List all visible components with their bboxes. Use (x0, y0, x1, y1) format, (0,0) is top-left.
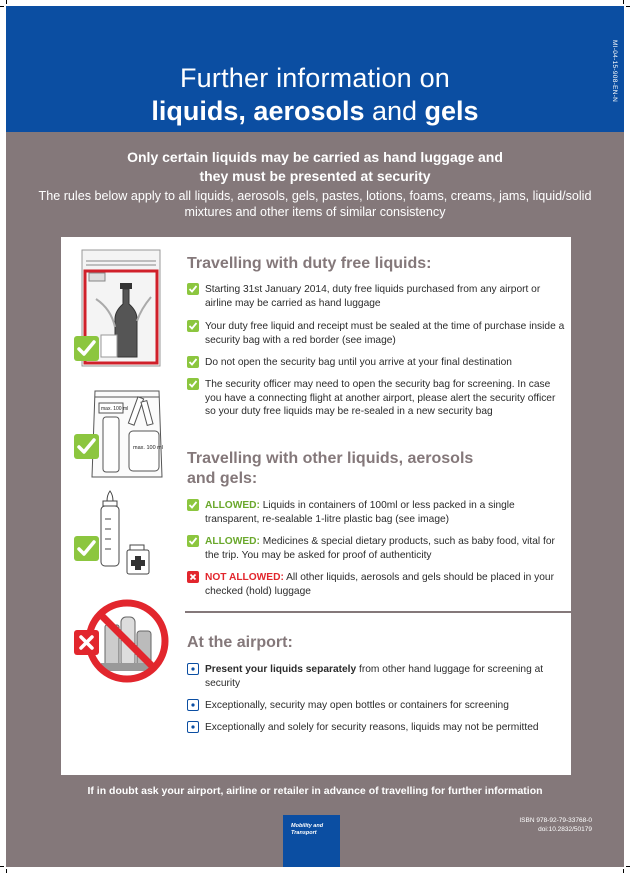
doi-number: doi:10.2832/50179 (538, 826, 592, 833)
cross-icon (74, 630, 99, 655)
intro-heading-line-2: they must be presented at security (199, 168, 431, 184)
list-item (187, 378, 567, 419)
intro-heading (6, 148, 624, 186)
section-divider (185, 611, 571, 613)
intro-heading-line-1: Only certain liquids may be carried as hand luggage and (127, 149, 503, 165)
list-item (187, 535, 567, 562)
isbn-block (519, 816, 592, 834)
crop-mark (6, 869, 7, 873)
check-icon (187, 499, 199, 511)
allowed-tag: ALLOWED: (205, 500, 260, 511)
bag-label-large: max. 100 ml (133, 445, 163, 451)
other-item-1-text: Liquids in containers of 100ml or less packed in a single transparent, re-sealable 1-litre plastic bag (see image) (205, 500, 515, 525)
list-item (187, 571, 567, 598)
title-line-1: Further information on (179, 63, 451, 93)
leaflet-page (6, 6, 624, 867)
check-icon (187, 320, 199, 332)
airport-item-1-text: from other hand luggage for screening at security (205, 664, 544, 689)
title-line-2 (6, 96, 624, 127)
info-bullet-icon (187, 663, 199, 675)
heading-other-liquids-line-2: and gels: (187, 470, 258, 487)
other-item-3-text: All other liquids, aerosols and gels should be placed in your checked (hold) luggage (205, 572, 554, 597)
baby-bottle-medicine-illustration (97, 489, 157, 577)
title-emphasis-gels: gels (424, 96, 479, 126)
intro-text: The rules below apply to all liquids, aerosols, gels, pastes, lotions, foams, creams, jams, liquid/solid mixtures and other items of similar consistency (38, 189, 592, 219)
airport-item-3-text: Exceptionally and solely for security reasons, liquids may not be permitted (205, 722, 539, 733)
other-item-2-text: Medicines & special dietary products, such as baby food, vital for the trip. You may be asked for proof of authenticity (205, 536, 555, 561)
airport-item-1-bold: Present your liquids separately (205, 664, 357, 675)
duty-free-item-1: Starting 31st January 2014, duty free liquids purchased from any airport or airline may be carried as hand luggage (205, 284, 541, 309)
mobility-transport-logo (283, 815, 340, 867)
heading-other-liquids (187, 449, 473, 489)
duty-free-item-2: Your duty free liquid and receipt must be sealed at the time of purchase inside a security bag with a red border (see image) (205, 321, 565, 346)
list-item (187, 283, 567, 310)
publication-code: MI-04-15-908-EN-N (611, 40, 618, 103)
heading-at-the-airport: At the airport: (187, 634, 293, 651)
duty-free-item-3: Do not open the security bag until you arrive at your final destination (205, 357, 512, 368)
heading-duty-free: Travelling with duty free liquids: (187, 255, 432, 272)
check-icon (187, 535, 199, 547)
check-icon (187, 283, 199, 295)
crop-mark (6, 0, 7, 4)
header-banner (6, 6, 624, 132)
list-item (187, 663, 567, 690)
check-icon (74, 336, 99, 361)
list-item (187, 499, 567, 526)
crop-mark (623, 0, 624, 4)
check-icon (74, 434, 99, 459)
info-bullet-icon (187, 721, 199, 733)
list-item (187, 356, 567, 370)
crop-mark (626, 6, 630, 7)
isbn-number: ISBN 978-92-79-33768-0 (519, 817, 592, 824)
content-panel (61, 237, 571, 775)
list-item (187, 699, 567, 713)
liquids-bag-illustration (89, 387, 165, 482)
crop-mark (0, 6, 4, 7)
info-bullet-icon (187, 699, 199, 711)
duty-free-item-4: The security officer may need to open the security bag for screening. In case you have a connecting flight at another airport, please alert the security officer so your duty free liquids may be re-sealed in a new security bag (205, 379, 556, 417)
not-allowed-tag: NOT ALLOWED: (205, 572, 284, 583)
check-icon (74, 536, 99, 561)
list-item (187, 320, 567, 347)
list-item (187, 721, 567, 735)
check-icon (187, 356, 199, 368)
cross-icon (187, 571, 199, 583)
check-icon (187, 378, 199, 390)
bag-label-small: max. 100 ml (101, 406, 129, 412)
title-emphasis-liquids: liquids, aerosols (151, 96, 365, 126)
heading-other-liquids-line-1: Travelling with other liquids, aerosols (187, 450, 474, 467)
logo-line-2: Transport (291, 830, 317, 836)
footer-advice: If in doubt ask your airport, airline or retailer in advance of travelling for further information (87, 785, 543, 797)
airport-item-2-text: Exceptionally, security may open bottles or containers for screening (205, 700, 509, 711)
crop-mark (626, 866, 630, 867)
logo-line-1: Mobility and (291, 823, 324, 829)
crop-mark (0, 866, 4, 867)
crop-mark (623, 869, 624, 873)
allowed-tag: ALLOWED: (205, 536, 260, 547)
title-and: and (364, 96, 425, 126)
